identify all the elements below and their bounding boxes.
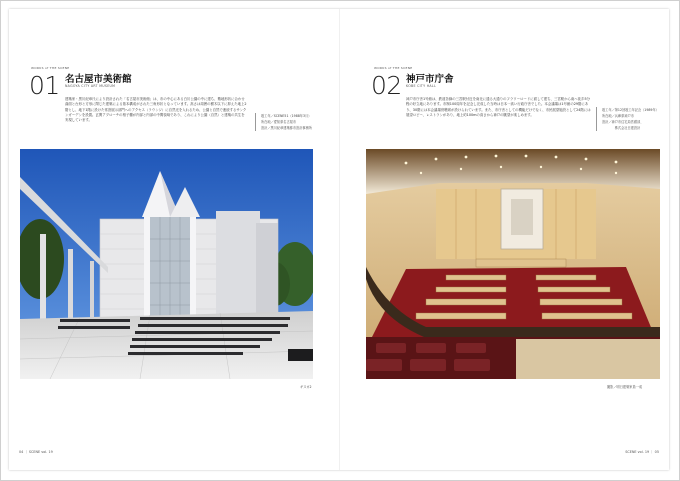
credit-location: 所在地／愛知県名古屋市 (261, 120, 297, 124)
page-title: 神戸市庁舎 (406, 74, 454, 85)
spread-gutter (339, 9, 340, 470)
work-number: 02 (371, 71, 402, 100)
credits-block (596, 107, 659, 131)
right-page (340, 9, 669, 470)
credit-completion: 竣工年／第12回竣工年記念（1989年） (602, 108, 659, 112)
photo-caption: ギヌカ2 (300, 385, 312, 389)
museum-illustration (20, 149, 313, 379)
left-page (9, 9, 339, 470)
page-subtitle: KOBE CITY HALL (406, 84, 437, 88)
page-subtitle: NAGOYA CITY ART MUSEUM (65, 84, 116, 88)
page-title: 名古屋市美術館 (65, 74, 132, 85)
credit-architect: 設計／黒川紀章建築都市設計事務所 (261, 126, 312, 130)
section-kicker: WORKS of THE SCENE (374, 66, 413, 70)
photo-caption: 撮影／明日建築家員一成 (607, 385, 643, 389)
work-number: 01 (29, 71, 60, 100)
assembly-hall-illustration (366, 149, 660, 379)
credit-location: 所在地／兵庫県神戸市 (602, 114, 634, 118)
page-folio: 04 ｜ SCENE vol. 19 (19, 450, 53, 454)
credits-block (255, 113, 312, 131)
article-body: 神戸市庁舎1号館は、鉄道各線の三宮駅付近を南北に通る大通りのフラワーロードに面して建ち、三宮駅から南へ徒歩5分程の好立地にあります。市制100周年を記念し完成した当時は日本一高い行政庁舎でした。本会議場は1号館の29階にあり、30階には本会議場傍聴席が設けられています。また、市庁舎としての機能だけでなく、市民展望施設として24階には展望ロビー、レストランがあり、地上約100mの高さから神戸の眺望が楽しめます。 (406, 97, 591, 117)
credit-architect: 設計／神戸市住宅局営繕部、 (602, 120, 644, 124)
section-kicker: WORKS of THE SCENE (31, 66, 70, 70)
museum-photo (20, 149, 313, 379)
page-folio: SCENE vol. 19 ｜ 05 (625, 450, 659, 454)
credit-completion: 竣工年／SCENE51（1988年3月） (261, 114, 312, 118)
assembly-hall-photo (366, 149, 660, 379)
article-body: 建築家・黒川紀章氏により設計された「名古屋市美術館」は、市の中心にある白川公園の中に建ち、敷地形状に合わせ曲面と台形と方形に閉じた建築による基本構成がされた三角形状となっています。高さは周囲の樹木以下に抑えた地上2階とし、地下1階に設けた常設展示部門へのアクセス（ラウンジ）に自然光を入れるため、公園と自然で連続するサンクンガーデンを設置。玄関アプローチの格子棚が内部と内部の中間領域であり、これにより公園（自然）と建築の共生を実現しています。 (65, 97, 247, 123)
credit-architect-2: 株式会社日建設計 (602, 126, 641, 130)
